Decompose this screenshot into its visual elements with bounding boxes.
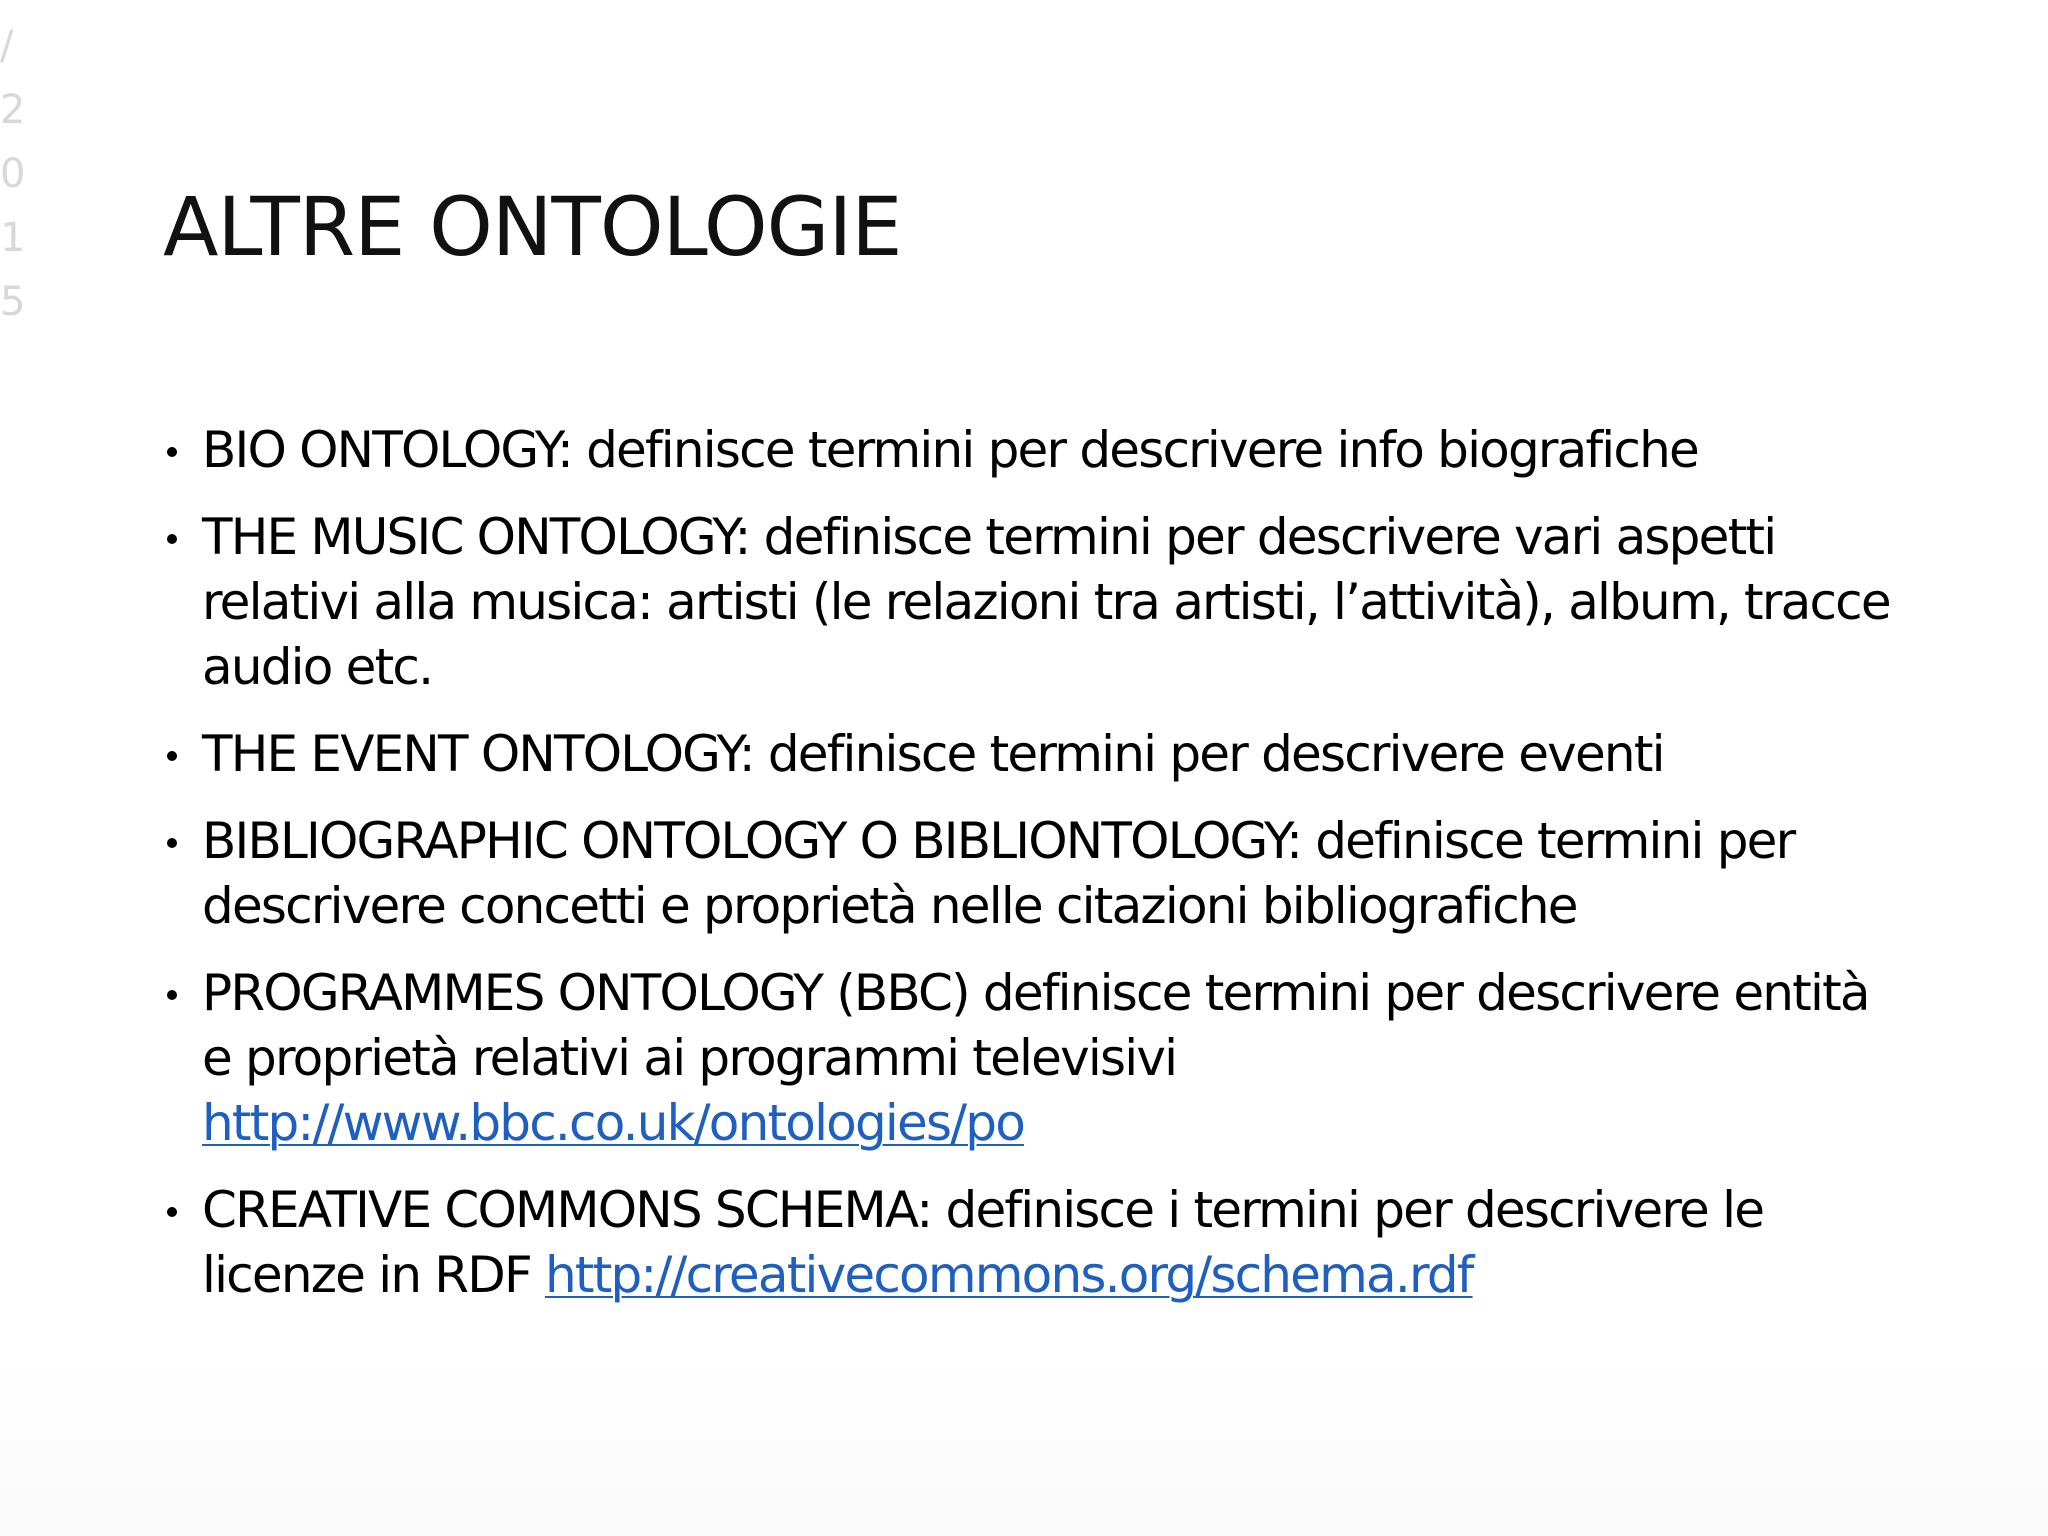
date-fragment-char: 1 xyxy=(0,215,26,261)
bullet-text: PROGRAMMES ONTOLOGY (BBC) definisce termini per descrivere entità e proprietà relativi ai programmi televisivi xyxy=(202,964,1869,1087)
bullet-icon xyxy=(167,1207,177,1217)
bullet-list xyxy=(163,418,1893,1330)
bullet-text: THE EVENT ONTOLOGY: definisce termini per descrivere eventi xyxy=(202,725,1664,783)
bullet-text: BIBLIOGRAPHIC ONTOLOGY O BIBLIONTOLOGY: definisce termini per descrivere concetti e proprietà nelle citazioni bibliografiche xyxy=(202,812,1795,935)
date-fragment-char: 5 xyxy=(0,279,26,325)
bullet-item-creative-commons-schema xyxy=(163,1178,1893,1308)
date-fragment-char: 2 xyxy=(0,87,26,133)
date-fragment-char: / xyxy=(0,23,14,69)
slide-title: ALTRE ONTOLOGIE xyxy=(163,181,902,275)
date-fragment-char: 0 xyxy=(0,151,26,197)
bullet-text: CREATIVE COMMONS SCHEMA: definisce i termini per descrivere le licenze in RDF xyxy=(202,1181,1764,1304)
bullet-icon xyxy=(167,751,177,761)
bullet-item-bibliographic-ontology xyxy=(163,809,1893,939)
bbc-ontology-link[interactable]: http://www.bbc.co.uk/ontologies/po xyxy=(202,1094,1024,1152)
bullet-item-bio-ontology xyxy=(163,418,1893,483)
bullet-item-event-ontology xyxy=(163,722,1893,787)
bullet-text: THE MUSIC ONTOLOGY: definisce termini per descrivere vari aspetti relativi alla musica: artisti (le relazioni tra artisti, l’attività), album, tracce audio etc. xyxy=(202,508,1890,696)
bullet-icon xyxy=(167,990,177,1000)
bullet-text: BIO ONTOLOGY: definisce termini per descrivere info biografiche xyxy=(202,421,1698,479)
date-fragment xyxy=(0,14,30,334)
bullet-icon xyxy=(167,447,177,457)
bullet-icon xyxy=(167,534,177,544)
bullet-item-programmes-ontology xyxy=(163,961,1893,1156)
bullet-icon xyxy=(167,838,177,848)
creative-commons-schema-link[interactable]: http://creativecommons.org/schema.rdf xyxy=(545,1246,1473,1304)
bullet-item-music-ontology xyxy=(163,505,1893,700)
